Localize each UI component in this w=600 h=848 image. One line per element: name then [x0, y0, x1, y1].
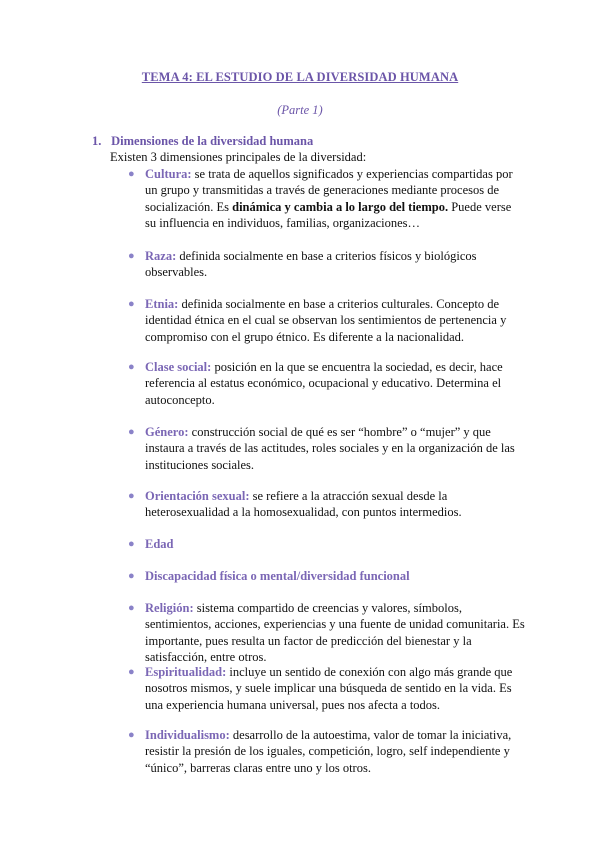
item-text: desarrollo de la autoestima, valor de tomar la iniciativa, resistir la presión de los iguales, competición, logro, self independiente y “único”, barreras claras entre uno y los otros. — [145, 728, 512, 775]
document-title: TEMA 4: EL ESTUDIO DE LA DIVERSIDAD HUMANA — [141, 70, 459, 84]
bullet-icon: ● — [128, 361, 135, 373]
item-term: Etnia: — [145, 297, 179, 311]
item-text: incluye un sentido de conexión con algo más grande que nosotros mismos, y suele implicar una búsqueda de sentido en la vida. Es una experiencia humana universal, pues nos afecta a todos. — [145, 665, 513, 712]
list-item-genero — [128, 424, 525, 473]
bullet-icon: ● — [128, 250, 135, 262]
list-item-etnia — [128, 296, 525, 345]
item-term: Cultura: — [145, 167, 192, 181]
list-item-cultura — [128, 166, 525, 231]
list-item-clase-social — [128, 359, 525, 408]
section-heading — [92, 134, 313, 149]
bullet-icon: ● — [128, 490, 135, 502]
list-item-orientacion-sexual — [128, 488, 525, 521]
bullet-icon: ● — [128, 666, 135, 678]
bullet-icon: ● — [128, 168, 135, 180]
item-term: Religión: — [145, 601, 194, 615]
item-term: Edad — [145, 537, 174, 551]
item-term: Espiritualidad: — [145, 665, 227, 679]
item-term: Individualismo: — [145, 728, 230, 742]
item-term: Género: — [145, 425, 189, 439]
item-term: Discapacidad física o mental/diversidad funcional — [145, 569, 410, 583]
item-text: definida socialmente en base a criterios culturales. Concepto de identidad étnica en el cual se observan los sentimientos de pertenencia y compromiso con el grupo étnico. Es diferente a la nacionalidad. — [145, 297, 507, 344]
list-item-raza — [128, 248, 525, 281]
bullet-icon: ● — [128, 426, 135, 438]
section-heading-text: Dimensiones de la diversidad humana — [111, 134, 314, 148]
list-item-individualismo — [128, 727, 525, 776]
item-text: se trata de aquellos significados y experiencias compartidas por un grupo y transmitidas a través de generaciones mediante procesos de socialización. Es — [145, 167, 513, 214]
list-item-religion — [128, 600, 525, 665]
bullet-icon: ● — [128, 729, 135, 741]
list-item-discapacidad — [128, 568, 525, 584]
list-item-espiritualidad — [128, 664, 525, 713]
item-text-after: Puede verse su influencia en individuos, familias, organizaciones… — [145, 199, 512, 230]
item-term: Clase social: — [145, 360, 212, 374]
document-subtitle: (Parte 1) — [277, 103, 323, 117]
bullet-icon: ● — [128, 570, 135, 582]
list-item-edad — [128, 536, 525, 552]
item-term: Orientación sexual: — [145, 489, 250, 503]
section-number: 1. — [92, 134, 102, 148]
item-term: Raza: — [145, 249, 177, 263]
bullet-icon: ● — [128, 538, 135, 550]
bullet-icon: ● — [128, 602, 135, 614]
item-text: definida socialmente en base a criterios físicos y biológicos observables. — [145, 249, 477, 280]
item-text: construcción social de qué es ser “hombre” o “mujer” y que instaura a través de las actitudes, roles sociales y en la organización de las instituciones sociales. — [145, 425, 515, 472]
item-text: se refiere a la atracción sexual desde la heterosexualidad a la homosexualidad, con puntos intermedios. — [145, 489, 462, 520]
item-emphasis: dinámica y cambia a lo largo del tiempo. — [232, 199, 449, 214]
bullet-icon: ● — [128, 298, 135, 310]
item-text: posición en la que se encuentra la sociedad, es decir, hace referencia al estatus económico, ocupacional y educativo. Determina el autoconcepto. — [145, 360, 503, 407]
item-text: sistema compartido de creencias y valores, símbolos, sentimientos, acciones, experiencias y una fuente de unidad comunitaria. Es importante, pues resulta un factor de predicción del bienestar y la satisfacción, entre otros. — [145, 601, 525, 664]
section-intro: Existen 3 dimensiones principales de la diversidad: — [110, 150, 367, 164]
